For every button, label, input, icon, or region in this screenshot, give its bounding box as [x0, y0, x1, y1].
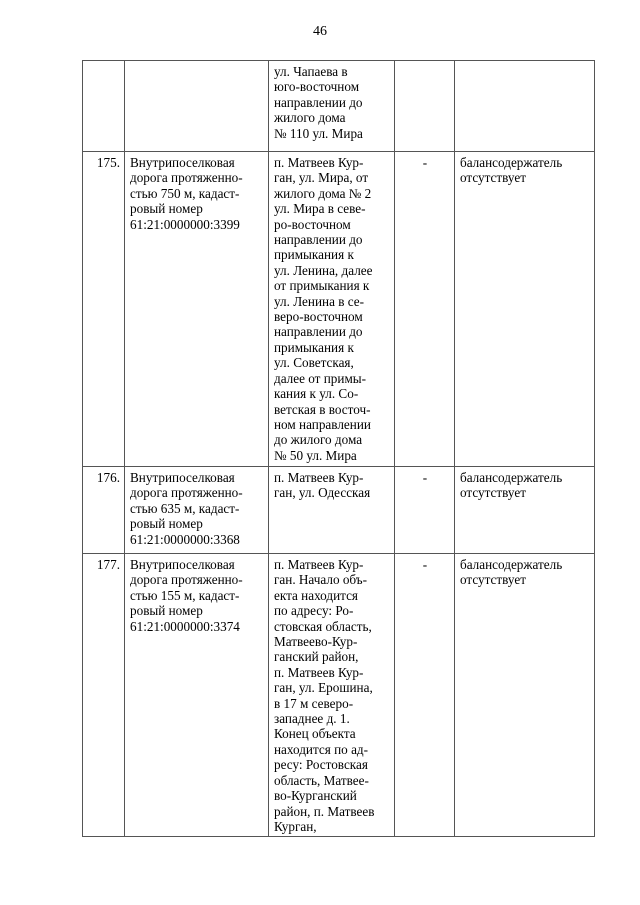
- location-cell: [269, 554, 395, 837]
- location-cell-line: находится по ад-: [274, 741, 369, 757]
- object-name-cell-line: стью 635 м, кадаст-: [130, 500, 240, 516]
- location-cell-line: веро-восточном: [274, 309, 363, 325]
- location-cell-line: Курган,: [274, 818, 317, 834]
- location-cell-line: во-Курганский: [274, 788, 357, 804]
- location-cell-line: ганский район,: [274, 649, 359, 665]
- object-name-cell: [125, 61, 269, 152]
- table-row: [83, 467, 595, 554]
- location-cell-line: ган, ул. Ерошина,: [274, 680, 373, 696]
- holder-cell: [455, 152, 595, 467]
- row-number-cell: 175.: [83, 152, 125, 467]
- object-name-cell-line: Внутрипоселковая: [130, 155, 235, 170]
- table-row: [83, 152, 595, 467]
- location-cell-line: № 110 ул. Мира: [274, 125, 363, 141]
- location-cell: [269, 152, 395, 467]
- object-name-cell-line: стью 155 м, кадаст-: [130, 587, 240, 603]
- dash-cell: -: [395, 152, 455, 467]
- location-cell-line: далее от примы-: [274, 370, 367, 386]
- dash-cell: -: [395, 554, 455, 837]
- holder-cell: [455, 554, 595, 837]
- location-cell-line: ветская в восточ-: [274, 401, 371, 417]
- dash-cell: [395, 61, 455, 152]
- location-cell-line: по адресу: Ро-: [274, 603, 354, 619]
- table-row: [83, 61, 595, 152]
- object-name-cell-line: стью 750 м, кадаст-: [130, 185, 240, 201]
- location-cell: [269, 467, 395, 554]
- object-name-cell-line: 61:21:0000000:3374: [130, 618, 240, 634]
- location-cell-line: ро-восточном: [274, 216, 351, 232]
- location-cell-line: примыкания к: [274, 247, 354, 263]
- location-cell-line: район, п. Матвеев: [274, 803, 375, 819]
- location-cell-line: п. Матвеев Кур-: [274, 470, 364, 485]
- dash-cell: -: [395, 467, 455, 554]
- location-cell-line: ресу: Ростовская: [274, 757, 368, 773]
- row-number-cell: [83, 61, 125, 152]
- location-cell-line: ул. Ленина, далее: [274, 262, 373, 278]
- location-cell-line: Матвеево-Кур-: [274, 634, 358, 650]
- location-cell-line: ул. Советская,: [274, 355, 354, 371]
- location-cell-line: ул. Ленина в се-: [274, 293, 365, 309]
- location-cell-line: п. Матвеев Кур-: [274, 155, 364, 170]
- location-cell-line: кания к ул. Со-: [274, 386, 359, 402]
- row-number-cell: 176.: [83, 467, 125, 554]
- object-name-cell-line: дорога протяженно-: [130, 572, 243, 588]
- object-name-cell: [125, 152, 269, 467]
- holder-cell: [455, 61, 595, 152]
- holder-cell-line: балансодержатель: [460, 470, 563, 485]
- row-number-cell: 177.: [83, 554, 125, 837]
- holder-cell-line: отсутствует: [460, 572, 526, 588]
- object-name-cell-line: дорога протяженно-: [130, 170, 243, 186]
- object-name-cell-line: ровый номер: [130, 516, 203, 532]
- location-cell-line: жилого дома: [274, 110, 346, 126]
- object-name-cell-line: Внутрипоселковая: [130, 470, 235, 485]
- location-cell-line: жилого дома № 2: [274, 185, 372, 201]
- location-cell-line: направлении до: [274, 232, 363, 248]
- location-cell-line: до жилого дома: [274, 432, 363, 448]
- property-registry-table: [82, 60, 595, 837]
- holder-cell-line: отсутствует: [460, 485, 526, 501]
- table-row: [83, 554, 595, 837]
- object-name-cell-line: Внутрипоселковая: [130, 557, 235, 572]
- location-cell-line: екта находится: [274, 587, 358, 603]
- holder-cell-line: балансодержатель: [460, 155, 563, 170]
- object-name-cell: [125, 554, 269, 837]
- location-cell-line: в 17 м северо-: [274, 695, 354, 711]
- location-cell-line: западнее д. 1.: [274, 711, 350, 727]
- location-cell: [269, 61, 395, 152]
- location-cell-line: ган, ул. Мира, от: [274, 170, 369, 186]
- object-name-cell-line: 61:21:0000000:3399: [130, 216, 240, 232]
- object-name-cell: [125, 467, 269, 554]
- location-cell-line: область, Матвее-: [274, 772, 369, 788]
- location-cell-line: № 50 ул. Мира: [274, 447, 357, 463]
- holder-cell-line: балансодержатель: [460, 557, 563, 572]
- location-cell-line: п. Матвеев Кур-: [274, 557, 364, 572]
- location-cell-line: ган. Начало объ-: [274, 572, 368, 588]
- holder-cell: [455, 467, 595, 554]
- location-cell-line: направлении до: [274, 324, 363, 340]
- holder-cell-line: отсутствует: [460, 170, 526, 186]
- object-name-cell-line: дорога протяженно-: [130, 485, 243, 501]
- location-cell-line: от примыкания к: [274, 278, 370, 294]
- location-cell-line: направлении до: [274, 94, 363, 110]
- location-cell-line: ган, ул. Одесская: [274, 485, 371, 501]
- object-name-cell-line: ровый номер: [130, 603, 203, 619]
- page-number: 46: [313, 24, 327, 39]
- location-cell-line: п. Матвеев Кур-: [274, 664, 364, 680]
- location-cell-line: стовская область,: [274, 618, 372, 634]
- location-cell-line: ул. Чапаева в: [274, 64, 348, 79]
- location-cell-line: юго-восточном: [274, 79, 360, 95]
- location-cell-line: ул. Мира в севе-: [274, 201, 366, 217]
- location-cell-line: ном направлении: [274, 416, 371, 432]
- location-cell-line: примыкания к: [274, 339, 354, 355]
- object-name-cell-line: ровый номер: [130, 201, 203, 217]
- location-cell-line: Конец объекта: [274, 726, 356, 742]
- object-name-cell-line: 61:21:0000000:3368: [130, 531, 240, 547]
